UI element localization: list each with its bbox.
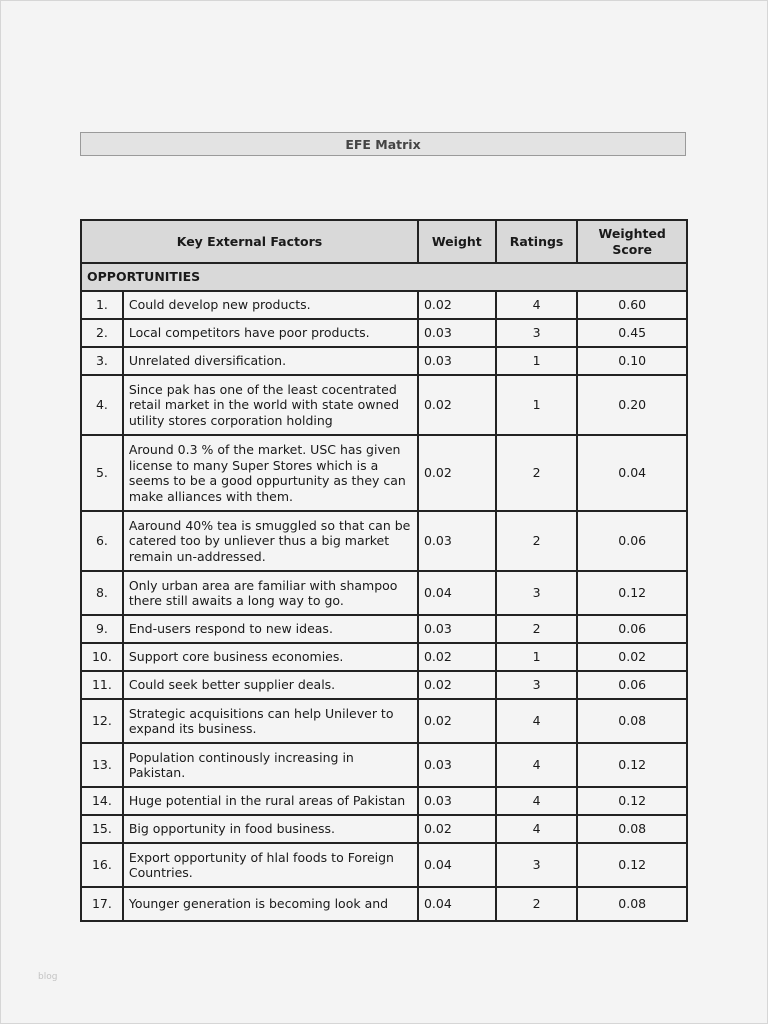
row-rating: 4 <box>496 699 578 743</box>
row-number: 3. <box>81 347 123 375</box>
row-weight: 0.03 <box>418 743 496 787</box>
row-weighted-score: 0.06 <box>577 671 687 699</box>
header-ratings: Ratings <box>496 220 578 263</box>
table-row <box>81 375 687 435</box>
row-number: 15. <box>81 815 123 843</box>
table-row <box>81 435 687 511</box>
header-weighted-score: Weighted Score <box>577 220 687 263</box>
row-rating: 2 <box>496 511 578 571</box>
row-number: 9. <box>81 615 123 643</box>
row-weight: 0.03 <box>418 511 496 571</box>
row-rating: 3 <box>496 571 578 615</box>
row-number: 8. <box>81 571 123 615</box>
row-number: 17. <box>81 887 123 921</box>
row-number: 12. <box>81 699 123 743</box>
row-weight: 0.02 <box>418 699 496 743</box>
row-weighted-score: 0.12 <box>577 571 687 615</box>
row-weighted-score: 0.10 <box>577 347 687 375</box>
row-factor: Strategic acquisitions can help Unilever to expand its business. <box>123 699 418 743</box>
efe-matrix-title <box>80 132 686 156</box>
row-factor: Big opportunity in food business. <box>123 815 418 843</box>
row-number: 5. <box>81 435 123 511</box>
row-factor: Unrelated diversification. <box>123 347 418 375</box>
row-rating: 3 <box>496 843 578 887</box>
row-rating: 2 <box>496 887 578 921</box>
row-weighted-score: 0.12 <box>577 743 687 787</box>
row-weighted-score: 0.12 <box>577 787 687 815</box>
row-weight: 0.04 <box>418 843 496 887</box>
row-rating: 4 <box>496 815 578 843</box>
table-row <box>81 671 687 699</box>
row-weighted-score: 0.60 <box>577 291 687 319</box>
title-text: EFE Matrix <box>345 136 421 152</box>
row-number: 13. <box>81 743 123 787</box>
row-weighted-score: 0.45 <box>577 319 687 347</box>
table-header-row <box>81 220 687 263</box>
efe-matrix-table <box>80 219 688 922</box>
row-number: 10. <box>81 643 123 671</box>
row-factor: Since pak has one of the least cocentrated retail market in the world with state owned utility stores corporation holding <box>123 375 418 435</box>
row-weighted-score: 0.06 <box>577 511 687 571</box>
row-weight: 0.04 <box>418 571 496 615</box>
row-weighted-score: 0.20 <box>577 375 687 435</box>
row-rating: 3 <box>496 671 578 699</box>
row-rating: 4 <box>496 787 578 815</box>
row-weight: 0.02 <box>418 815 496 843</box>
row-factor: Younger generation is becoming look and <box>123 887 418 921</box>
table-row <box>81 699 687 743</box>
row-factor: Huge potential in the rural areas of Pakistan <box>123 787 418 815</box>
row-factor: Population continously increasing in Pakistan. <box>123 743 418 787</box>
row-weight: 0.02 <box>418 291 496 319</box>
row-weight: 0.03 <box>418 319 496 347</box>
table-row <box>81 511 687 571</box>
row-number: 14. <box>81 787 123 815</box>
row-weighted-score: 0.02 <box>577 643 687 671</box>
table-row <box>81 743 687 787</box>
row-weight: 0.04 <box>418 887 496 921</box>
table-row <box>81 887 687 921</box>
row-factor: Local competitors have poor products. <box>123 319 418 347</box>
row-factor: Around 0.3 % of the market. USC has given license to many Super Stores which is a seems to be a good oppurtunity as they can make alliances with them. <box>123 435 418 511</box>
row-weighted-score: 0.08 <box>577 699 687 743</box>
row-number: 16. <box>81 843 123 887</box>
row-weighted-score: 0.04 <box>577 435 687 511</box>
row-factor: Aaround 40% tea is smuggled so that can be catered too by unliever thus a big market remain un-addressed. <box>123 511 418 571</box>
row-number: 1. <box>81 291 123 319</box>
section-label: OPPORTUNITIES <box>81 263 687 291</box>
header-weight: Weight <box>418 220 496 263</box>
table-row <box>81 319 687 347</box>
row-factor: End-users respond to new ideas. <box>123 615 418 643</box>
table-row <box>81 347 687 375</box>
row-weight: 0.02 <box>418 671 496 699</box>
table-row <box>81 643 687 671</box>
row-weighted-score: 0.08 <box>577 815 687 843</box>
row-weight: 0.03 <box>418 787 496 815</box>
row-number: 4. <box>81 375 123 435</box>
row-rating: 4 <box>496 291 578 319</box>
row-weighted-score: 0.12 <box>577 843 687 887</box>
watermark: blog <box>38 972 58 982</box>
row-rating: 2 <box>496 435 578 511</box>
table-row <box>81 291 687 319</box>
row-number: 6. <box>81 511 123 571</box>
row-weighted-score: 0.08 <box>577 887 687 921</box>
row-rating: 1 <box>496 347 578 375</box>
row-rating: 4 <box>496 743 578 787</box>
row-factor: Support core business economies. <box>123 643 418 671</box>
row-rating: 1 <box>496 643 578 671</box>
row-rating: 3 <box>496 319 578 347</box>
row-weight: 0.02 <box>418 643 496 671</box>
row-number: 2. <box>81 319 123 347</box>
row-factor: Export opportunity of hlal foods to Foreign Countries. <box>123 843 418 887</box>
section-row-opportunities <box>81 263 687 291</box>
row-rating: 2 <box>496 615 578 643</box>
table-row <box>81 571 687 615</box>
table-row <box>81 815 687 843</box>
row-weight: 0.02 <box>418 375 496 435</box>
row-factor: Could develop new products. <box>123 291 418 319</box>
row-factor: Only urban area are familiar with shampoo there still awaits a long way to go. <box>123 571 418 615</box>
row-rating: 1 <box>496 375 578 435</box>
row-weight: 0.02 <box>418 435 496 511</box>
row-weight: 0.03 <box>418 615 496 643</box>
row-weighted-score: 0.06 <box>577 615 687 643</box>
table-row <box>81 843 687 887</box>
header-key-external-factors: Key External Factors <box>81 220 418 263</box>
row-number: 11. <box>81 671 123 699</box>
table-row <box>81 787 687 815</box>
row-factor: Could seek better supplier deals. <box>123 671 418 699</box>
row-weight: 0.03 <box>418 347 496 375</box>
table-row <box>81 615 687 643</box>
